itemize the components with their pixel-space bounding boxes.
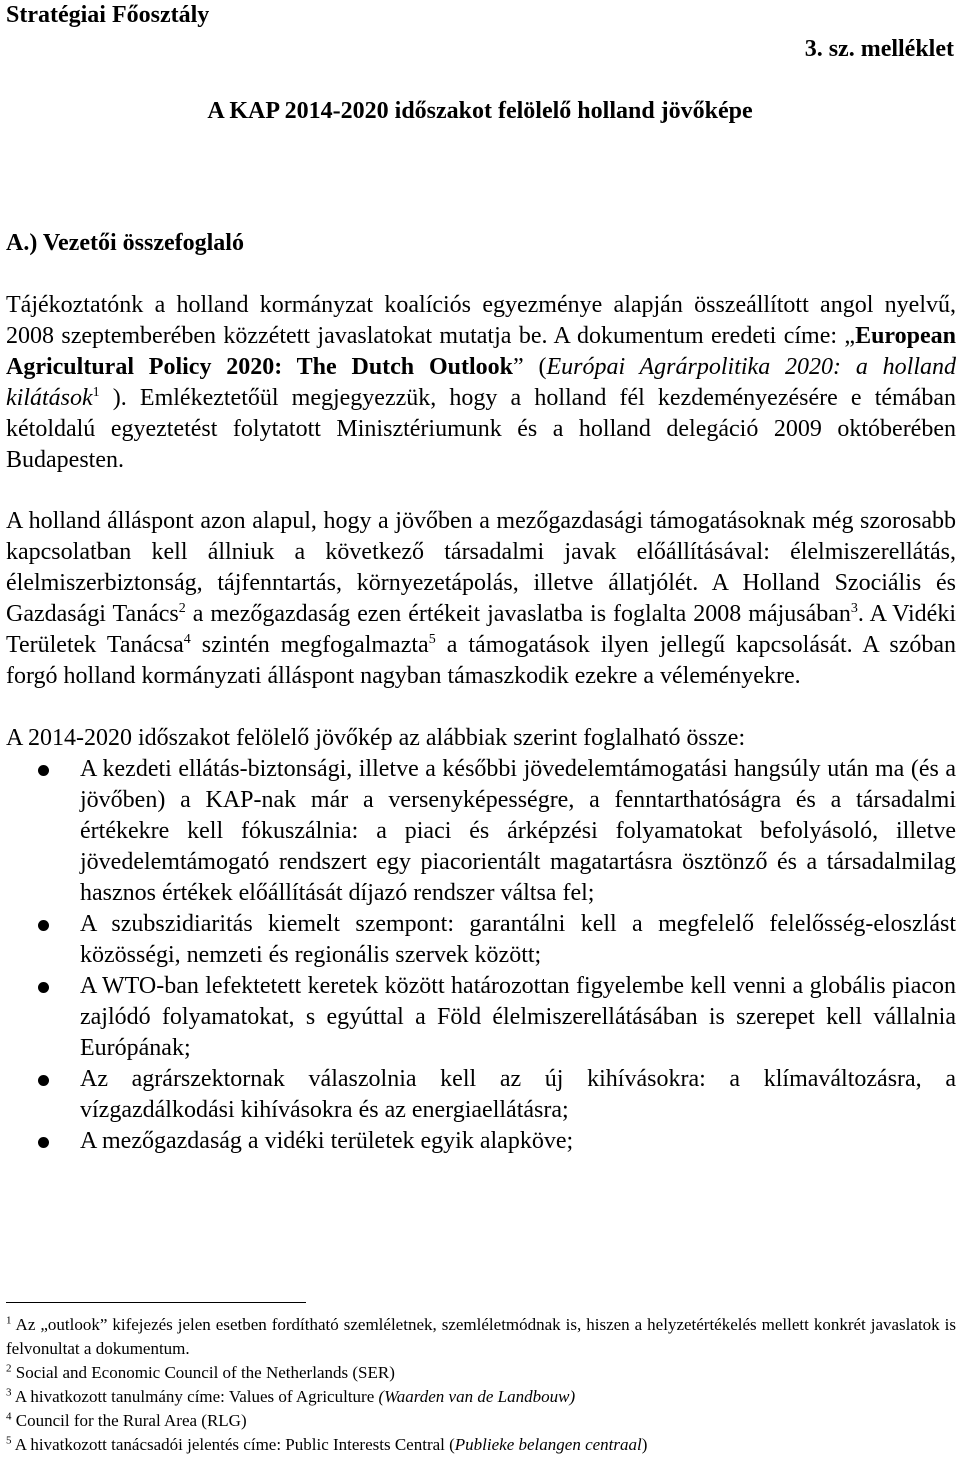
paragraph-position: A holland álláspont azon alapul, hogy a jövőben a mezőgazdasági támogatásoknak még szorosabb kapcsolatban kell állniuk a következő társadalmi javak előállításával: élelmiszerellátás, élelmiszerbiztonság, tájfenntartás, környezetápolás, illetve állatjólét. A Holland Szociális és Gazdasági Tanács$^2$ a mezőgazdaság ezen értékeit javaslatba is foglalta 2008 májusában$^3$. A Vidéki Területek Tanácsa$^4$ szintén megfogalmazta$^5$ a támogatások ilyen jellegű kapcsolását. A szóban forgó holland kormányzati álláspont nagyban támaszkodik ezekre a véleményekre. <box>6 508 956 689</box>
summary-list <box>6 754 956 1157</box>
footnote-divider <box>6 1302 306 1303</box>
footnote-ref-5[interactable]: 5 <box>428 632 436 647</box>
list-item: A szubszidiaritás kiemelt szempont: garantálni kell a megfelelő felelősség-eloszlást közösségi, nemzeti és regionális szervek között; <box>6 909 956 971</box>
list-item: A kezdeti ellátás-biztonsági, illetve a későbbi jövedelemtámogatási hangsúly után ma (és a jövőben) a KAP-nak már a versenyképességre, a fenntarthatóságra és a társadalmi értékekre kell fókuszálnia: a piaci és árképzési folyamatokat befolyásoló, illetve jövedelemtámogató rendszert egy piacorientált magatartásra ösztönző és a társadalmilag hasznos értékek előállítását díjazó rendszer váltsa fel; <box>6 754 956 909</box>
section-heading: A.) Vezetői összefoglaló <box>6 230 244 256</box>
footnote-4: $^4$ Council for the Rural Area (RLG) <box>6 1410 247 1430</box>
list-item: A WTO-ban lefektetett keretek között határozottan figyelembe kell venni a globális piacon zajlódó folyamatokat, s egyúttal a Föld élelmiszerellátásában is szerepet kell vállalnia Európának; <box>6 971 956 1064</box>
list-item: Az agrárszektornak válaszolnia kell az új kihívásokra: a klímaváltozásra, a vízgazdálkodási kihívásokra és az energiaellátásra; <box>6 1064 956 1126</box>
doc-original-title: European Agricultural Policy 2020: The Dutch Outlook <box>6 323 956 380</box>
footnote-5: $^5$ A hivatkozott tanácsadói jelentés címe: Public Interests Central (Publieke belangen centraal) <box>6 1434 648 1454</box>
document-body <box>6 290 956 1157</box>
department-header: Stratégiai Főosztály <box>6 2 210 28</box>
document-title: A KAP 2014-2020 időszakot felölelő holland jövőképe <box>207 98 753 124</box>
bullet-icon <box>38 909 50 940</box>
footnote-ref-4[interactable]: 4 <box>183 632 191 647</box>
footnote-ref-2[interactable]: 2 <box>178 601 186 616</box>
bullet-icon <box>38 971 50 1002</box>
paragraph-intro: Tájékoztatónk a holland kormányzat koalíciós egyezménye alapján összeállított angol nyelvű, 2008 szeptemberében közzétett javaslatokat mutatja be. A dokumentum eredeti címe: „European Agricultural Policy 2020: The Dutch Outlook” (Európai Agrárpolitika 2020: a holland kilátások$^1$ ). Emlékeztetőül megjegyezzük, hogy a holland fél kezdeményezésére e témában kétoldalú egyeztetést folytatott Minisztériumunk és a holland delegáció 2009 októberében Budapesten. <box>6 292 956 473</box>
bullet-icon <box>38 754 50 785</box>
doc-title-translation: Európai Agrárpolitika 2020: a holland kilátások <box>6 354 956 411</box>
footnote-2: $^2$ Social and Economic Council of the Netherlands (SER) <box>6 1362 395 1382</box>
bullet-icon <box>38 1064 50 1095</box>
footnote-1: $^1$ Az „outlook” kifejezés jelen esetben fordítható szemléletnek, szemléletmódnak is, hiszen a helyzetértékelés mellett konkrét javaslatok is felvonultat a dokumentum. <box>6 1314 956 1358</box>
annex-label: 3. sz. melléklet <box>804 36 954 62</box>
footnotes <box>6 1302 956 1457</box>
bullet-icon <box>38 1126 50 1157</box>
list-item: A mezőgazdaság a vidéki területek egyik alapköve; <box>6 1126 956 1157</box>
footnote-ref-3[interactable]: 3 <box>850 601 858 616</box>
footnote-ref-1[interactable]: 1 <box>92 385 100 400</box>
footnote-3: $^3$ A hivatkozott tanulmány címe: Values of Agriculture (Waarden van de Landbouw) <box>6 1386 576 1406</box>
paragraph-summary-intro: A 2014-2020 időszakot felölelő jövőkép az alábbiak szerint foglalható össze: <box>6 725 746 751</box>
